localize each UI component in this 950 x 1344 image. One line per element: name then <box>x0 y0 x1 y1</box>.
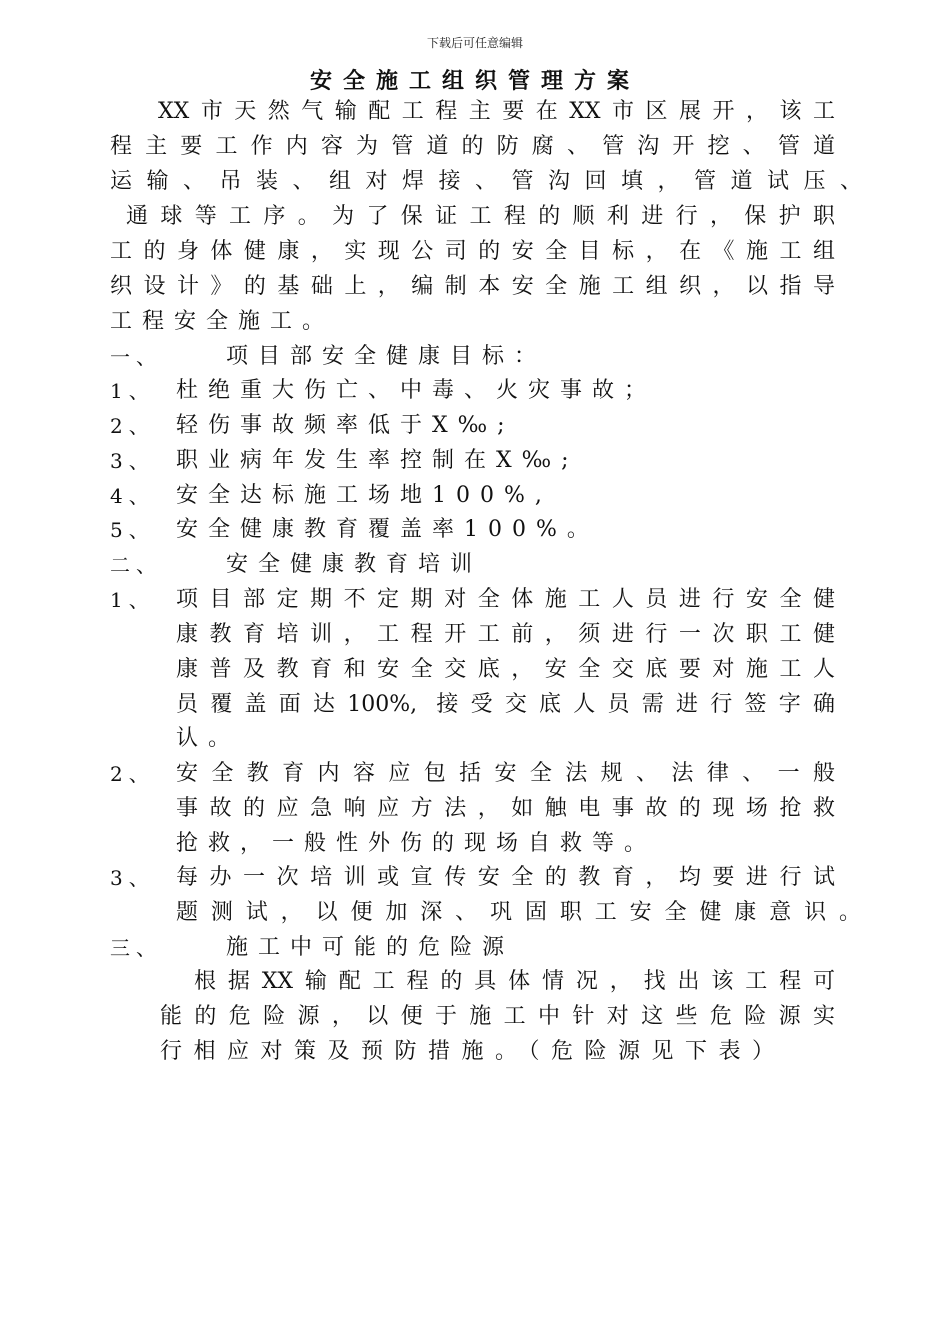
section-number: 一、 <box>110 345 162 369</box>
intro-line: 工的身体健康，实现公司的安全目标，在《施工组 <box>110 239 835 264</box>
goal-text: 杜绝重大伤亡、中毒、火灾事故； <box>176 378 657 403</box>
intro-line: 程主要工作内容为管道的防腐、管沟开挖、管道 <box>110 134 835 159</box>
training-line: 抢救，一般性外伤的现场自救等。 <box>176 831 657 856</box>
goal-number: 2、 <box>110 414 155 438</box>
goal-number: 1、 <box>110 379 155 403</box>
intro-line: 工程安全施工。 <box>110 309 335 334</box>
intro-line: 织设计》的基础上，编制本安全施工组织，以指导 <box>110 274 835 299</box>
section-number: 三、 <box>110 936 162 960</box>
goal-text: 安全健康教育覆盖率100%。 <box>176 517 599 542</box>
training-line: 题测试，以便加深、巩固职工安全健康意识。 <box>176 900 861 925</box>
training-number: 1、 <box>110 588 155 612</box>
hazard-intro-line: 行相应对策及预防措施。（危险源见下表） <box>160 1039 774 1064</box>
goal-text: 安全达标施工场地100%, <box>176 483 552 508</box>
section-heading: 项目部安全健康目标： <box>226 344 547 369</box>
training-line: 认。 <box>176 726 241 751</box>
document-title: 安全施工组织管理方案 <box>309 69 640 94</box>
section-number: 二、 <box>110 553 162 577</box>
training-line: 项目部定期不定期对全体施工人员进行安全健 <box>176 587 835 612</box>
goal-number: 5、 <box>110 518 155 542</box>
training-line: 安全教育内容应包括安全法规、法律、一般 <box>176 761 835 786</box>
goal-number: 3、 <box>110 449 155 473</box>
page-header: 下载后可任意编辑 <box>426 36 523 50</box>
section-heading: 施工中可能的危险源 <box>226 935 515 960</box>
training-line: 康教育培训，工程开工前，须进行一次职工健 <box>176 622 835 647</box>
hazard-intro-line: 能的危险源，以便于施工中针对这些危险源实 <box>160 1004 835 1029</box>
training-line: 事故的应急响应方法，如触电事故的现场抢救 <box>176 796 835 821</box>
goal-text: 职业病年发生率控制在X‰; <box>176 448 579 473</box>
intro-line: 通球等工序。为了保证工程的顺利进行，保护职 <box>126 204 835 229</box>
section-heading: 安全健康教育培训 <box>226 552 483 577</box>
training-number: 2、 <box>110 762 155 786</box>
training-line: 每办一次培训或宣传安全的教育，均要进行试 <box>176 865 835 890</box>
training-line: 员覆盖面达100%, 接受交底人员需进行签字确 <box>176 692 835 717</box>
goal-text: 轻伤事故频率低于X‰; <box>176 413 515 438</box>
hazard-intro-line: 根据XX输配工程的具体情况，找出该工程可 <box>194 969 835 994</box>
training-number: 3、 <box>110 866 155 890</box>
intro-line: XX市天然气输配工程主要在XX市区展开，该工 <box>158 99 835 124</box>
intro-line: 运输、吊装、组对焊接、管沟回填，管道试压、 <box>110 169 862 194</box>
training-line: 康普及教育和安全交底，安全交底要对施工人 <box>176 657 835 682</box>
goal-number: 4、 <box>110 484 155 508</box>
